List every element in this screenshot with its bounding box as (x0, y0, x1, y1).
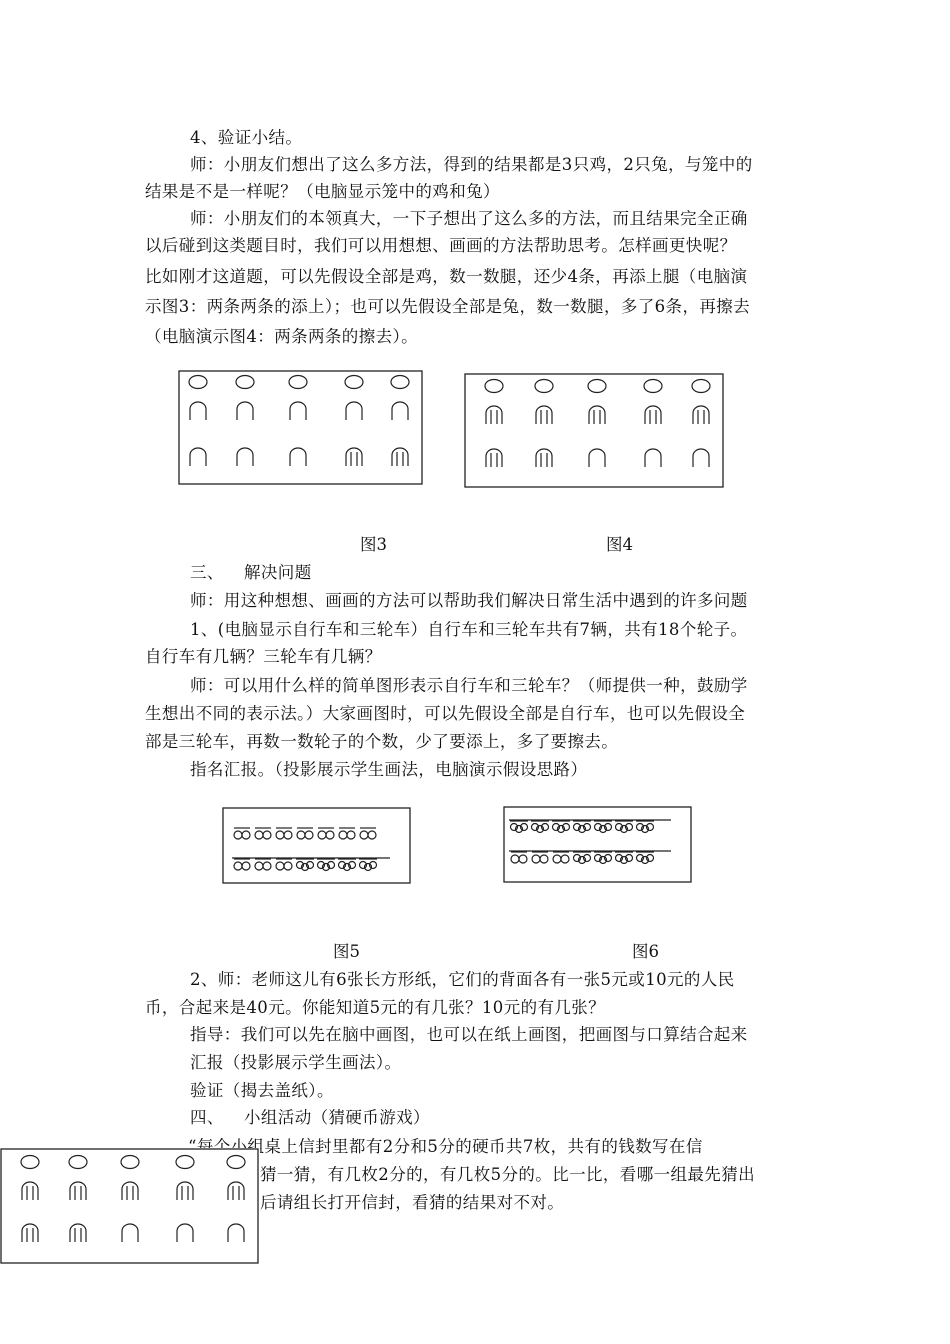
legs-symbol (486, 449, 502, 467)
tricycle-symbol (317, 859, 335, 871)
legs-symbol (122, 1224, 138, 1242)
bicycle-symbol (360, 828, 376, 839)
paragraph-line: 结果是不是一样呢？（电脑显示笼中的鸡和兔） (145, 182, 500, 201)
legs-symbol (177, 1182, 193, 1200)
paragraph-line: 币，合起来是40元。你能知道5元的有几张？10元的有几张？ (145, 998, 606, 1017)
bicycle-symbol (553, 852, 569, 863)
tricycle-symbol (594, 852, 612, 864)
tricycle-symbol (573, 821, 591, 833)
legs-symbol (177, 1224, 193, 1242)
figure-6-diagram (503, 806, 693, 884)
legs-symbol (693, 406, 709, 424)
head-symbol (692, 380, 710, 393)
paragraph-line: 生想出不同的表示法。）大家画图时，可以先假设全部是自行车，也可以先假设全 (145, 704, 746, 723)
legs-symbol (486, 406, 502, 424)
figure-6-caption: 图6 (632, 942, 659, 961)
section-3-number: 三、 (190, 563, 224, 582)
step-heading: 4、验证小结。 (190, 128, 303, 147)
legs-symbol (589, 449, 605, 467)
head-symbol (485, 380, 503, 393)
legs-symbol (536, 449, 552, 467)
paragraph-line: 师：用这种想想、画画的方法可以帮助我们解决日常生活中遇到的许多问题 (190, 591, 748, 610)
bicycle-symbol (276, 828, 292, 839)
tricycle-symbol (296, 859, 314, 871)
tricycle-symbol (594, 821, 612, 833)
tricycle-symbol (636, 821, 654, 833)
tricycle-symbol (615, 821, 633, 833)
head-symbol (236, 376, 254, 389)
bicycle-symbol (276, 859, 292, 870)
head-symbol (644, 380, 662, 393)
legs-symbol (70, 1224, 86, 1242)
legs-symbol (536, 406, 552, 424)
paragraph-line: 验证（揭去盖纸）。 (190, 1081, 334, 1100)
bicycle-symbol (255, 828, 271, 839)
legs-symbol (346, 402, 362, 420)
bicycle-symbol (511, 852, 527, 863)
paragraph-line: 指导：我们可以先在脑中画图，也可以在纸上画图，把画图与口算结合起来 (190, 1025, 748, 1044)
head-symbol (121, 1156, 139, 1169)
legs-symbol (589, 406, 605, 424)
legs-symbol (693, 449, 709, 467)
tricycle-symbol (359, 859, 377, 871)
legs-symbol (290, 448, 306, 466)
head-symbol (588, 380, 606, 393)
head-symbol (176, 1156, 194, 1169)
tricycle-symbol (510, 821, 528, 833)
legs-symbol (346, 448, 362, 466)
head-symbol (535, 380, 553, 393)
paragraph-line: 自行车有几辆？三轮车有几辆？ (145, 647, 382, 666)
head-symbol (21, 1156, 39, 1169)
paragraph-line: “每个小组桌上信封里都有2分和5分的硬币共7枚，共有的钱数写在信 (188, 1137, 703, 1156)
legs-symbol (22, 1224, 38, 1242)
legs-symbol (228, 1182, 244, 1200)
paragraph-line: 指名汇报。（投影展示学生画法，电脑演示假设思路） (190, 760, 588, 779)
legs-symbol (237, 448, 253, 466)
bicycle-symbol (297, 828, 313, 839)
bicycle-symbol (532, 852, 548, 863)
head-symbol (391, 376, 409, 389)
paragraph-line: 示图3：两条两条的添上）；也可以先假设全部是兔，数一数腿，多了6条，再擦去 (145, 297, 751, 316)
paragraph-line: 2、师：老师这儿有6张长方形纸，它们的背面各有一张5元或10元的人民 (190, 970, 735, 989)
legs-symbol (190, 448, 206, 466)
legs-symbol (22, 1182, 38, 1200)
head-symbol (289, 376, 307, 389)
paragraph-line: 猜一猜，有几枚2分的，有几枚5分的。比一比，看哪一组最先猜出 (260, 1165, 755, 1184)
legs-symbol (645, 449, 661, 467)
figure-3-diagram (178, 370, 424, 486)
head-symbol (345, 376, 363, 389)
legs-symbol (290, 402, 306, 420)
paragraph-line: 比如刚才这道题，可以先假设全部是鸡，数一数腿，还少4条，再添上腿（电脑演 (145, 267, 748, 286)
legs-symbol (645, 406, 661, 424)
section-4-number: 四、 (190, 1108, 224, 1127)
head-symbol (189, 376, 207, 389)
head-symbol (227, 1156, 245, 1169)
paragraph-line: （电脑演示图4：两条两条的擦去）。 (145, 327, 419, 346)
paragraph-line: 后请组长打开信封，看猜的结果对不对。 (260, 1193, 565, 1212)
paragraph-line: 师：可以用什么样的简单图形表示自行车和三轮车？（师提供一种，鼓励学 (190, 676, 748, 695)
figure-3-caption: 图3 (360, 535, 387, 554)
tricycle-symbol (615, 852, 633, 864)
tricycle-symbol (338, 859, 356, 871)
legs-symbol (190, 402, 206, 420)
tricycle-symbol (636, 852, 654, 864)
bicycle-symbol (234, 859, 250, 870)
figure-4-caption: 图4 (606, 535, 633, 554)
bicycle-symbol (339, 828, 355, 839)
paragraph-line: 汇报（投影展示学生画法）。 (190, 1053, 402, 1072)
figure-4-diagram (464, 373, 726, 489)
section-3-title: 解决问题 (244, 563, 312, 582)
figure-5-caption: 图5 (333, 942, 360, 961)
overlay-diagram (0, 1148, 260, 1266)
paragraph-line: 部是三轮车，再数一数轮子的个数，少了要添上，多了要擦去。 (145, 732, 619, 751)
bicycle-symbol (318, 828, 334, 839)
bicycle-symbol (234, 828, 250, 839)
paragraph-line: 师：小朋友们想出了这么多方法，得到的结果都是3只鸡，2只兔，与笼中的 (190, 155, 753, 174)
legs-symbol (237, 402, 253, 420)
legs-symbol (228, 1224, 244, 1242)
tricycle-symbol (531, 821, 549, 833)
head-symbol (69, 1156, 87, 1169)
paragraph-line: 1、(电脑显示自行车和三轮车）自行车和三轮车共有7辆，共有18个轮子。 (190, 620, 748, 639)
paragraph-line: 师：小朋友们的本领真大，一下子想出了这么多的方法，而且结果完全正确 (190, 209, 748, 228)
section-4-title: 小组活动（猜硬币游戏） (244, 1108, 430, 1127)
paragraph-line: 以后碰到这类题目时，我们可以用想想、画画的方法帮助思考。怎样画更快呢？ (145, 236, 737, 255)
bicycle-symbol (255, 859, 271, 870)
legs-symbol (122, 1182, 138, 1200)
legs-symbol (392, 448, 408, 466)
tricycle-symbol (552, 821, 570, 833)
figure-5-diagram (222, 807, 412, 885)
legs-symbol (392, 402, 408, 420)
legs-symbol (70, 1182, 86, 1200)
tricycle-symbol (573, 852, 591, 864)
